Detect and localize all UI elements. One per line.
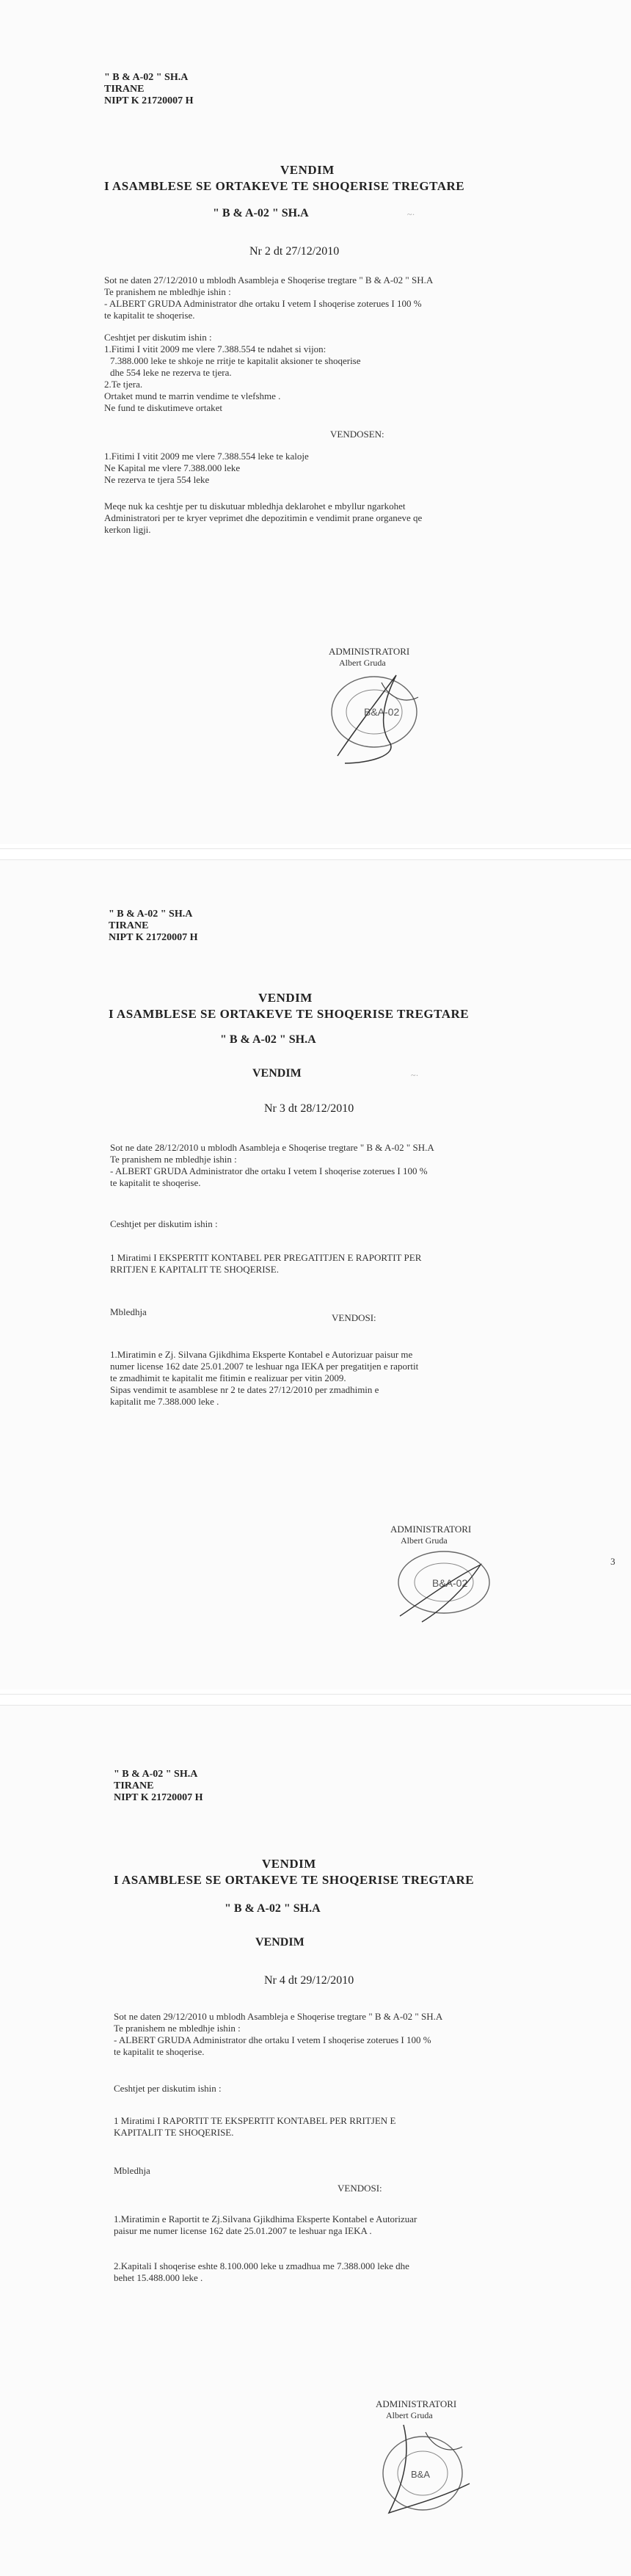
company-city: TIRANE [114,1780,154,1791]
decision-line: 1.Fitimi I vitit 2009 me vlere 7.388.554 leke te kaloje [104,451,309,462]
intro-line: Sot ne date 28/12/2010 u mblodh Asambleja e Shoqerise tregtare " B & A-02 " SH.A [110,1142,434,1153]
meeting-label: Mbledhja [110,1306,147,1317]
administrator-label: ADMINISTRATORI [329,646,410,657]
intro-line: Te pranishem ne mbledhje ishin : [104,286,231,297]
decision-line: Ne Kapital me vlere 7.388.000 leke [104,462,241,473]
company-name: " B & A-02 " SH.A [104,72,189,83]
issue-line: RRITJEN E KAPITALIT TE SHOQERISE. [110,1264,279,1275]
intro-line: Te pranishem ne mbledhje ishin : [114,2023,241,2034]
decision-number: Nr 2 dt 27/12/2010 [249,245,340,258]
page-sheet [0,1706,631,2576]
decision-line: paisur me numer license 162 date 25.01.2007 te leshuar nga IEKA . [114,2225,372,2236]
closing-line: Administratori per te kryer veprimet dhe depozitimin e vendimit prane organeve qe [104,512,423,523]
company-city: TIRANE [104,84,145,95]
intro-line: te kapitalit te shoqerise. [104,310,195,321]
company-name: " B & A-02 " SH.A [114,1769,198,1780]
page-mark: 3 [610,1556,616,1567]
closing-line: kerkon ligji. [104,524,151,535]
administrator-label: ADMINISTRATORI [390,1524,472,1535]
page-title: VENDIM [258,991,313,1005]
administrator-name: Albert Gruda [401,1535,448,1546]
company-nipt: NIPT K 21720007 H [104,95,194,106]
faint-mark: ~· [407,209,415,219]
company-nipt: NIPT K 21720007 H [109,932,198,943]
issue-line: 1 Miratimi I RAPORTIT TE EKSPERTIT KONTABEL PER RRITJEN E [114,2115,396,2126]
issue-line: 1.Fitimi I vitit 2009 me vlere 7.388.554 te ndahet si vijon: [104,343,327,354]
issue-line: Ortaket mund te marrin vendime te vlefshme . [104,390,281,401]
issue-line: dhe 554 leke ne rezerva te tjera. [110,367,232,378]
company-stamp-icon [308,653,440,778]
company-nipt: NIPT K 21720007 H [114,1792,203,1803]
issue-line: 2.Te tjera. [104,379,143,390]
svg-text:B&A-02: B&A-02 [432,1577,468,1589]
decision-line: numer license 162 date 25.01.2007 te leshuar nga IEKA per pregatitjen e raportit [110,1361,419,1372]
decision-line: behet 15.488.000 leke . [114,2272,203,2283]
document-page-1 [0,0,631,844]
decision-line: Sipas vendimit te asamblese nr 2 te dates 27/12/2010 per zmadhimin e [110,1384,379,1395]
closing-line: Meqe nuk ka ceshtje per tu diskutuar mbledhja deklarohet e mbyllur ngarkohet [104,501,406,512]
decided-heading: VENDOSEN: [330,429,384,440]
decision-line: kapitalit me 7.388.000 leke . [110,1396,219,1407]
decision-number: Nr 4 dt 29/12/2010 [264,1974,354,1987]
administrator-name: Albert Gruda [339,658,386,668]
issues-title: Ceshtjet per diskutim ishin : [110,1218,218,1229]
administrator-label: ADMINISTRATORI [376,2398,457,2409]
vendim-heading: VENDIM [255,1936,304,1949]
page-subtitle: I ASAMBLESE SE ORTAKEVE TE SHOQERISE TREGTARE [109,1007,470,1021]
decision-line: 1.Miratimin e Raportit te Zj.Silvana Gjikdhima Eksperte Kontabel e Autorizuar [114,2213,417,2224]
company-heading: " B & A-02 " SH.A [220,1033,316,1046]
document-page-2 [0,860,631,1689]
intro-line: te kapitalit te shoqerise. [114,2046,205,2057]
page-separator [0,1694,631,1706]
intro-line: te kapitalit te shoqerise. [110,1177,201,1188]
company-city: TIRANE [109,920,149,931]
page-title: VENDIM [262,1857,316,1871]
company-stamp-icon [360,2410,492,2528]
issue-line: 7.388.000 leke te shkoje ne rritje te kapitalit aksioner te shoqerise [110,355,361,366]
intro-line: Sot ne daten 27/12/2010 u mblodh Asambleja e Shoqerise tregtare " B & A-02 " SH.A [104,274,434,285]
document-page-3 [0,1706,631,2576]
decision-line: Ne rezerva te tjera 554 leke [104,474,210,485]
svg-text:B&A: B&A [411,2469,431,2480]
page-separator [0,848,631,860]
company-heading: " B & A-02 " SH.A [225,1902,321,1915]
issue-line: KAPITALIT TE SHOQERISE. [114,2127,234,2138]
decision-number: Nr 3 dt 28/12/2010 [264,1102,354,1115]
page-sheet [0,860,631,1689]
issue-line: 1 Miratimi I EKSPERTIT KONTABEL PER PREGATITJEN E RAPORTIT PER [110,1252,422,1263]
page-title: VENDIM [280,163,335,177]
meeting-label: Mbledhja [114,2165,150,2176]
faint-mark: ~· [411,1070,419,1080]
issues-title: Ceshtjet per diskutim ishin : [114,2083,222,2094]
company-heading: " B & A-02 " SH.A [213,207,309,219]
intro-line: Sot ne daten 29/12/2010 u mblodh Asambleja e Shoqerise tregtare " B & A-02 " SH.A [114,2011,443,2022]
intro-line: Te pranishem ne mbledhje ishin : [110,1154,237,1165]
page-subtitle: I ASAMBLESE SE ORTAKEVE TE SHOQERISE TREGTARE [104,179,465,193]
intro-line: - ALBERT GRUDA Administrator dhe ortaku I vetem I shoqerise zoterues I 100 % [114,2034,431,2045]
company-stamp-icon [378,1535,510,1638]
issue-line: Ne fund te diskutimeve ortaket [104,402,223,413]
decided-heading: VENDOSI: [338,2183,382,2194]
vendim-heading: VENDIM [252,1067,302,1080]
intro-line: - ALBERT GRUDA Administrator dhe ortaku I vetem I shoqerise zoterues I 100 % [104,298,422,309]
svg-text:B&A-02: B&A-02 [364,706,400,718]
issue-line: Ceshtjet per diskutim ishin : [104,332,212,343]
decided-heading: VENDOSI: [332,1312,376,1323]
company-name: " B & A-02 " SH.A [109,909,193,920]
intro-line: - ALBERT GRUDA Administrator dhe ortaku I vetem I shoqerise zoterues I 100 % [110,1165,428,1176]
decision-line: 2.Kapitali I shoqerise eshte 8.100.000 leke u zmadhua me 7.388.000 leke dhe [114,2260,409,2271]
page-subtitle: I ASAMBLESE SE ORTAKEVE TE SHOQERISE TREGTARE [114,1873,475,1887]
administrator-name: Albert Gruda [386,2410,433,2420]
decision-line: te zmadhimit te kapitalit me fitimin e realizuar per vitin 2009. [110,1372,346,1383]
decision-line: 1.Miratimin e Zj. Silvana Gjikdhima Eksperte Kontabel e Autorizuar paisur me [110,1349,413,1360]
